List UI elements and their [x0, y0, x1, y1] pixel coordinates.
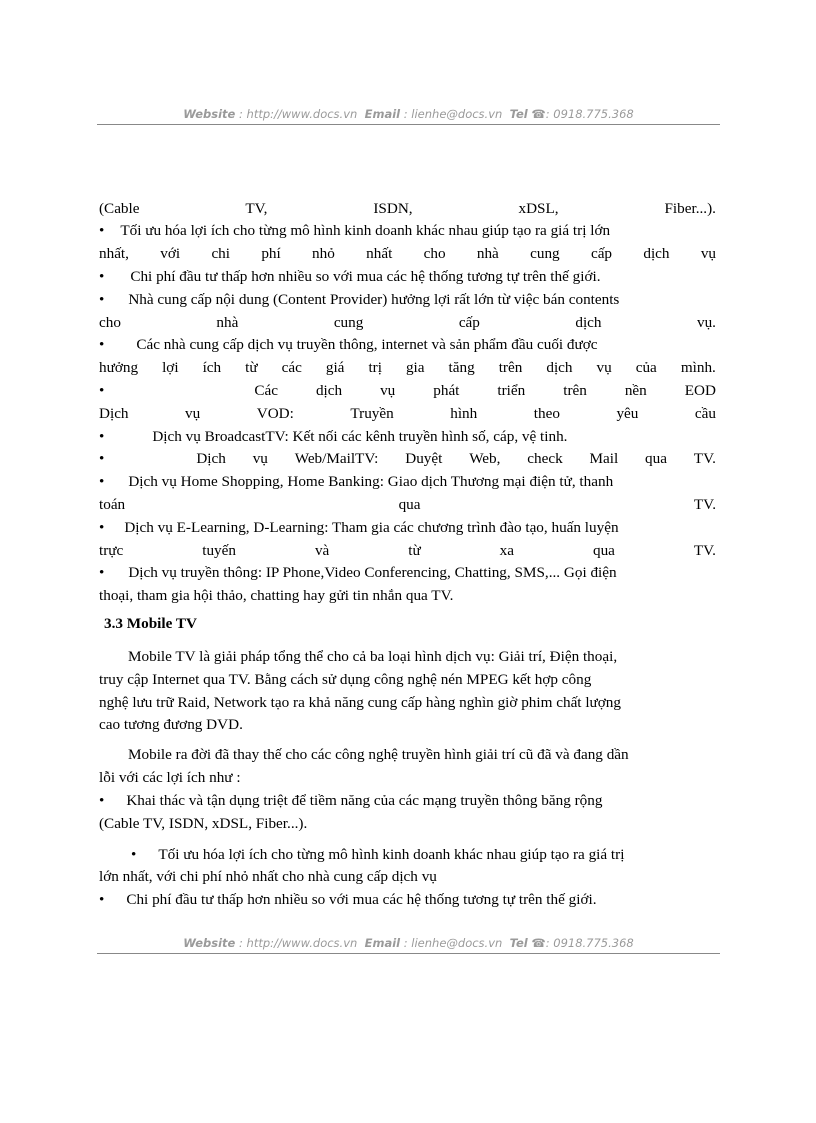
word: của	[635, 359, 657, 376]
header-website-label: Website	[183, 107, 236, 121]
word: giá	[325, 359, 345, 376]
word: TV.	[693, 542, 716, 559]
bullet-line	[99, 471, 716, 494]
word: vụ	[252, 450, 268, 467]
bullet: •	[99, 291, 105, 308]
bullet-line	[131, 844, 716, 867]
text-line	[99, 540, 716, 563]
bullet: •	[99, 473, 105, 490]
phone-icon: ☎	[531, 107, 546, 121]
word: Duyệt	[405, 450, 443, 467]
word: (Cable	[99, 200, 140, 217]
header-tel-label: Tel	[509, 107, 528, 121]
bullet: •	[99, 382, 105, 399]
word: Web/MailTV:	[294, 450, 379, 467]
text-line: lớn nhất, với chi phí nhỏ nhất cho nhà cung cấp dịch vụ	[99, 868, 437, 885]
header-email-value: : lienhe@docs.vn	[403, 107, 503, 121]
word: trực	[99, 542, 124, 559]
word: cung	[333, 314, 364, 331]
word: trên	[498, 359, 523, 376]
bullet: •	[99, 891, 105, 908]
word: tăng	[448, 359, 475, 376]
page-header	[97, 107, 720, 121]
word: từ	[408, 542, 421, 559]
text	[254, 380, 716, 403]
text: Nhà cung cấp nội dung (Content Provider) hưởng lợi rất lớn từ việc bán contents	[128, 291, 620, 308]
word: toán	[99, 496, 126, 513]
text: Tối ưu hóa lợi ích cho từng mô hình kinh doanh khác nhau giúp tạo ra giá trị lớn	[120, 222, 611, 239]
bullet-line	[99, 448, 716, 471]
word: qua	[592, 542, 615, 559]
word: nhất,	[99, 245, 129, 262]
bullet-line	[99, 289, 716, 312]
paragraph-line: lỗi với các lợi ích như :	[99, 769, 241, 786]
word: lợi	[162, 359, 179, 376]
text: Dịch vụ E-Learning, D-Learning: Tham gia các chương trình đào tạo, huấn luyện	[124, 519, 619, 536]
bullet-line	[99, 220, 716, 243]
text: Tối ưu hóa lợi ích cho từng mô hình kinh doanh khác nhau giúp tạo ra giá trị	[158, 846, 625, 863]
bullet-line	[99, 266, 716, 289]
word: chi	[211, 245, 230, 262]
word: mình.	[680, 359, 716, 376]
word: gia	[405, 359, 425, 376]
text-line: (Cable TV, ISDN, xDSL, Fiber...).	[99, 815, 308, 832]
word: nhà	[216, 314, 239, 331]
word: trị	[368, 359, 382, 376]
text-line	[99, 198, 716, 221]
text-line: thoại, tham gia hội thảo, chatting hay gửi tin nhắn qua TV.	[99, 587, 454, 604]
word: dịch	[643, 245, 670, 262]
text: Khai thác và tận dụng triệt để tiềm năng của các mạng truyền thông băng rộng	[126, 792, 603, 809]
section-heading: 3.3 Mobile TV	[104, 615, 197, 632]
word: cấp	[590, 245, 613, 262]
word: qua	[398, 496, 421, 513]
bullet: •	[99, 519, 105, 536]
bullet-line	[99, 426, 716, 449]
word: theo	[533, 405, 560, 422]
page-footer	[97, 936, 720, 950]
bullet-line	[99, 517, 716, 540]
word: cho	[423, 245, 446, 262]
header-website-value: : http://www.docs.vn	[239, 107, 358, 121]
phone-icon: ☎	[531, 936, 546, 950]
text: Các nhà cung cấp dịch vụ truyền thông, internet và sản phẩm đầu cuối được	[136, 336, 598, 353]
word: dịch	[546, 359, 573, 376]
word: các	[281, 359, 302, 376]
word: tuyến	[202, 542, 236, 559]
footer-website-label: Website	[183, 936, 236, 950]
text-line	[99, 403, 716, 426]
word: qua	[645, 450, 667, 467]
header-rule	[97, 124, 720, 125]
text: Dịch vụ Home Shopping, Home Banking: Giao dịch Thương mại điện tử, thanh	[128, 473, 614, 490]
word: hình	[450, 405, 478, 422]
bullet: •	[131, 846, 137, 863]
word: vụ	[380, 382, 396, 399]
text	[196, 448, 716, 471]
word: yêu	[616, 405, 639, 422]
word: nhỏ	[312, 245, 335, 262]
word: trên	[563, 382, 587, 399]
paragraph-line: Mobile ra đời đã thay thế cho các công nghệ truyền hình giải trí cũ đã và đang dần	[128, 746, 629, 763]
word: TV,	[245, 200, 268, 217]
header-email-label: Email	[364, 107, 401, 121]
word: TV.	[693, 496, 716, 513]
header-tel-value: : 0918.775.368	[545, 107, 634, 121]
bullet-line	[99, 334, 716, 357]
bullet: •	[99, 222, 105, 239]
word: cầu	[694, 405, 716, 422]
bullet: •	[99, 336, 105, 353]
word: ISDN,	[373, 200, 413, 217]
footer-email-value: : lienhe@docs.vn	[403, 936, 503, 950]
word: vụ	[700, 245, 716, 262]
text: Dịch vụ truyền thông: IP Phone,Video Conferencing, Chatting, SMS,... Gọi điện	[128, 564, 617, 581]
text-line	[99, 243, 716, 266]
text-line	[99, 357, 716, 380]
text-line	[99, 494, 716, 517]
word: phí	[261, 245, 281, 262]
bullet: •	[99, 792, 105, 809]
bullet-line	[99, 889, 716, 912]
word: cung	[530, 245, 560, 262]
word: VOD:	[256, 405, 294, 422]
word: và	[314, 542, 330, 559]
word: Fiber...).	[664, 200, 716, 217]
text: Dịch vụ BroadcastTV: Kết nối các kênh truyền hình số, cáp, vệ tinh.	[152, 428, 568, 445]
word: Web,	[469, 450, 501, 467]
paragraph-line: Mobile TV là giải pháp tổng thể cho cả ba loại hình dịch vụ: Giải trí, Điện thoại,	[128, 648, 618, 665]
word: Dịch	[196, 450, 226, 467]
word: cho	[99, 314, 121, 331]
word: ích	[202, 359, 222, 376]
paragraph-line: cao tương đương DVD.	[99, 716, 243, 733]
word: từ	[245, 359, 258, 376]
word: EOD	[684, 382, 716, 399]
word: nền	[624, 382, 647, 399]
bullet: •	[99, 450, 105, 467]
word: phát	[433, 382, 460, 399]
word: nhà	[476, 245, 499, 262]
text: Chi phí đầu tư thấp hơn nhiều so với mua các hệ thống tương tự trên thế giới.	[126, 891, 597, 908]
word: xDSL,	[518, 200, 559, 217]
word: vụ.	[696, 314, 716, 331]
word: Dịch	[99, 405, 129, 422]
footer-website-value: : http://www.docs.vn	[239, 936, 358, 950]
text-line	[99, 312, 716, 335]
word: Các	[254, 382, 278, 399]
word: Truyền	[350, 405, 394, 422]
bullet: •	[99, 428, 105, 445]
footer-tel-label: Tel	[509, 936, 528, 950]
word: xa	[499, 542, 515, 559]
word: nhất	[366, 245, 393, 262]
word: triển	[497, 382, 526, 399]
word: cấp	[458, 314, 480, 331]
paragraph-line: nghệ lưu trữ Raid, Network tạo ra khả năng cung cấp hàng nghìn giờ phim chất lượng	[99, 694, 621, 711]
bullet-line	[99, 380, 716, 403]
paragraph-line: truy cập Internet qua TV. Bằng cách sử dụng công nghệ nén MPEG kết hợp công	[99, 671, 592, 688]
word: với	[160, 245, 181, 262]
footer-email-label: Email	[364, 936, 401, 950]
bullet-line	[99, 790, 716, 813]
footer-tel-value: : 0918.775.368	[545, 936, 634, 950]
word: TV.	[693, 450, 716, 467]
bullet: •	[99, 564, 105, 581]
word: dịch	[575, 314, 602, 331]
word: vụ	[596, 359, 612, 376]
word: hưởng	[99, 359, 139, 376]
word: check	[527, 450, 563, 467]
word: Mail	[589, 450, 619, 467]
word: vụ	[185, 405, 201, 422]
footer-rule	[97, 953, 720, 954]
text: Chi phí đầu tư thấp hơn nhiều so với mua các hệ thống tương tự trên thế giới.	[130, 268, 601, 285]
bullet: •	[99, 268, 105, 285]
bullet-line	[99, 562, 716, 585]
word: dịch	[315, 382, 343, 399]
